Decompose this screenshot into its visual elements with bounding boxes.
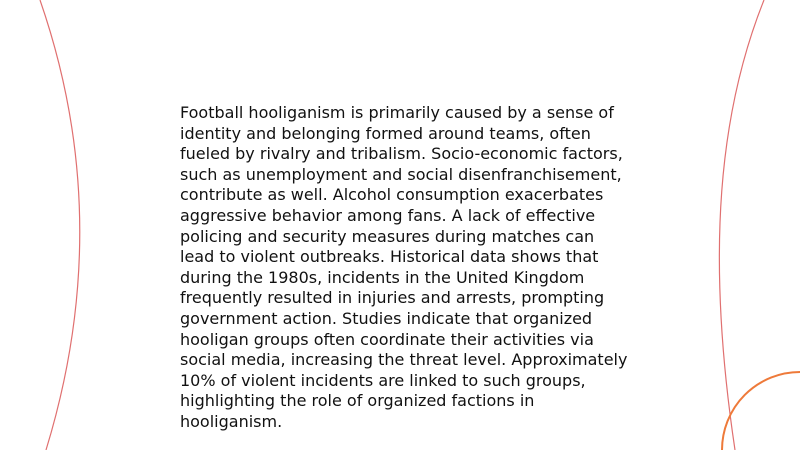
right-arc-decoration	[719, 0, 764, 450]
body-paragraph: Football hooliganism is primarily caused by a sense of identity and belonging formed around teams, often fueled by rivalry and tribalism. Socio-economic factors, such as unemployment and social disenfranchisement, contribute as well. Alcohol consumption exacerbates aggressive behavior among fans. A lack of effective policing and security measures during matches can lead to violent outbreaks. Historical data shows that during the 1980s, incidents in the United Kingdom frequently resulted in injuries and arrests, prompting government action. Studies indicate that organized hooligan groups often coordinate their activities via social media, increasing the threat level. Approximately 10% of violent incidents are linked to such groups, highlighting the role of organized factions in hooliganism.	[180, 103, 628, 431]
left-arc-decoration	[40, 0, 80, 450]
